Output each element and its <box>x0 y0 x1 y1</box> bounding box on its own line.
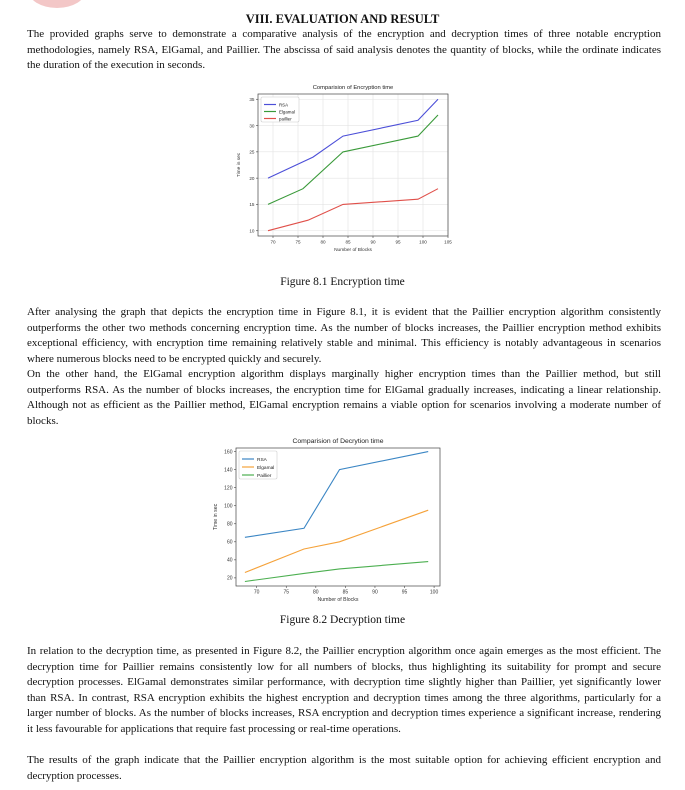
x-tick-label: 80 <box>320 239 326 245</box>
legend-label: RSA <box>257 458 267 463</box>
elgamal-analysis-paragraph: On the other hand, the ElGamal encryption algorithm displays marginally higher encryption times than the Paillier method, but still outperforms RSA. As the number of blocks increases, the encryption time for ElGamal gradually increases, indicating a linear relationship. Although not as efficient as the Paillier method, ElGamal encryption remains a viable option for scenarios involving a moderate number of blocks. <box>27 368 661 427</box>
legend-label: Paillier <box>257 474 272 479</box>
legend-label: Elgamal <box>257 466 275 471</box>
y-tick-label: 35 <box>249 97 255 103</box>
y-tick-label: 80 <box>226 521 233 528</box>
chart-title: Comparision of Decrytion time <box>292 438 384 445</box>
y-tick-label: 25 <box>249 149 255 155</box>
x-tick-label: 100 <box>429 589 439 596</box>
decryption-analysis-paragraph: In relation to the decryption time, as presented in Figure 8.2, the Paillier encryption algorithm once again emerges as the most efficient. The decryption time for Paillier remains consistently low for all numbers of blocks, thus highlighting its suitability for prompt and secure decryption processes. ElGamal demonstrates similar performance, with decryption time slightly higher than Paillier, yet significantly lower than RSA. In contrast, RSA encryption exhibits the highest encryption and decryption times among the three algorithms, particularly for a larger number of blocks. As the number of blocks increases, RSA encryption and decryption times experience a significant increase, rendering it less favourable for applications that require fast processing or real-time operations. <box>27 645 661 735</box>
x-tick-label: 85 <box>342 589 349 596</box>
series-line-elgamal <box>245 510 428 572</box>
x-axis-label: Number of Blocks <box>334 248 372 253</box>
legend-label: paillier <box>279 116 292 122</box>
decryption-chart-svg <box>208 434 448 606</box>
encryption-chart-svg <box>230 80 458 256</box>
x-tick-label: 105 <box>444 239 452 245</box>
y-tick-label: 160 <box>224 449 233 456</box>
series-line-paillier <box>245 562 428 582</box>
x-tick-label: 80 <box>313 589 319 596</box>
x-tick-label: 100 <box>419 239 427 245</box>
x-axis-label: Number of Blocks <box>317 597 359 603</box>
y-axis-label: Time in sec <box>213 503 219 531</box>
conclusion-paragraph: The results of the graph indicate that the Paillier encryption algorithm is the most suitable option for achieving efficient encryption and decryption processes. <box>27 754 661 782</box>
legend-label: RSA <box>279 102 289 108</box>
y-tick-label: 120 <box>224 485 233 492</box>
y-tick-label: 40 <box>226 557 233 564</box>
figure-8-1-caption: Figure 8.1 Encryption time <box>280 276 405 288</box>
decryption-chart <box>208 434 448 606</box>
x-tick-label: 90 <box>370 239 376 245</box>
encryption-analysis-paragraph: After analysing the graph that depicts the encryption time in Figure 8.1, it is evident that the Paillier encryption algorithm consistently outperforms the other two methods concerning encryption time. As the number of blocks increases, the Paillier encryption method exhibits exceptional efficiency, with encryption time remaining relatively stable and minimal. This efficiency is notably advantageous in scenarios where numerous blocks need to be encrypted quickly and securely. <box>27 306 661 365</box>
series-line-paillier <box>268 189 438 231</box>
logo-fragment <box>28 0 86 8</box>
x-tick-label: 75 <box>283 589 290 596</box>
x-tick-label: 90 <box>372 589 378 596</box>
x-tick-label: 85 <box>345 239 351 245</box>
legend-label: Elgamal <box>279 109 295 115</box>
x-tick-label: 70 <box>270 239 276 245</box>
figure-8-2-caption: Figure 8.2 Decryption time <box>279 614 406 626</box>
chart-title: Comparision of Encryption time <box>312 85 394 91</box>
x-tick-label: 75 <box>295 239 301 245</box>
x-tick-label: 95 <box>395 239 401 245</box>
y-tick-label: 60 <box>226 539 233 546</box>
series-line-elgamal <box>268 115 438 204</box>
y-tick-label: 20 <box>226 575 233 582</box>
y-tick-label: 30 <box>249 123 255 129</box>
x-tick-label: 70 <box>253 589 260 596</box>
y-tick-label: 140 <box>224 467 233 474</box>
y-tick-label: 15 <box>249 202 255 208</box>
y-tick-label: 100 <box>224 503 233 510</box>
intro-paragraph: The provided graphs serve to demonstrate a comparative analysis of the encryption and decryption times of three notable encryption methodologies, namely RSA, ElGamal, and Paillier. The abscissa of said analysis denotes the quantity of blocks, while the ordinate indicates the duration of the execution in seconds. <box>27 28 661 72</box>
y-axis-label: Time in sec <box>237 152 242 178</box>
y-tick-label: 10 <box>249 228 255 234</box>
y-tick-label: 20 <box>249 175 255 181</box>
section-heading: VIII. EVALUATION AND RESULT <box>245 12 440 26</box>
encryption-chart <box>230 80 458 256</box>
x-tick-label: 95 <box>401 589 408 596</box>
